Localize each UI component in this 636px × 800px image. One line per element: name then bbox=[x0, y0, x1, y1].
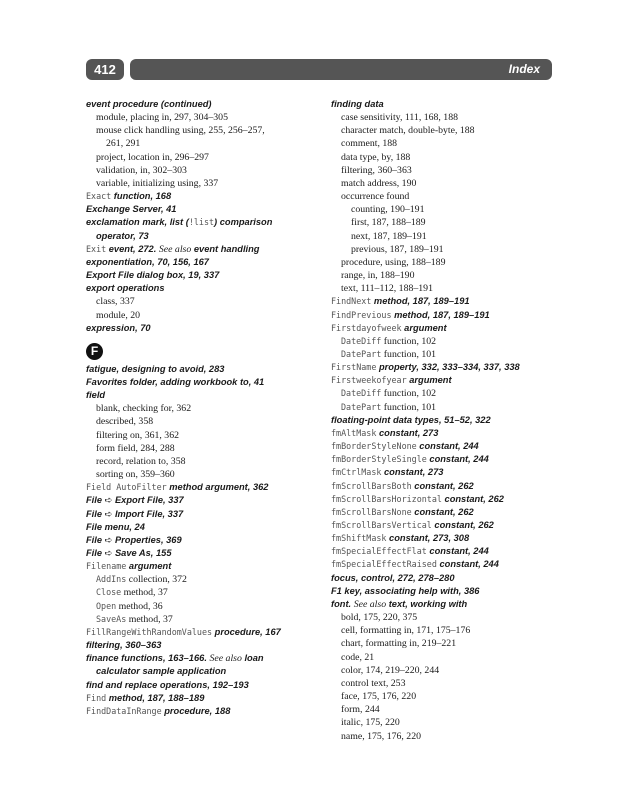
entry-text: described, 358 bbox=[96, 416, 154, 428]
entry-text: DatePart bbox=[341, 401, 382, 412]
entry-text: File ➪ Export File, 337 bbox=[86, 495, 184, 506]
entry-text: fmSpecialEffectRaised bbox=[331, 559, 437, 570]
entry-text: find and replace operations, 192–193 bbox=[86, 679, 249, 690]
index-entry bbox=[86, 573, 308, 586]
entry-text: data type, by, 188 bbox=[341, 151, 411, 163]
index-entry bbox=[86, 468, 308, 481]
index-column-left bbox=[86, 98, 308, 718]
entry-text: Firstdayofweek bbox=[331, 322, 402, 333]
index-entry bbox=[331, 151, 553, 164]
index-column-right bbox=[331, 98, 553, 743]
entry-text: first, 187, 188–189 bbox=[351, 217, 426, 229]
index-entry bbox=[331, 98, 553, 111]
entry-text: next, 187, 189–191 bbox=[351, 230, 427, 242]
entry-text: See also bbox=[209, 653, 242, 665]
entry-text: constant, 244 bbox=[436, 559, 499, 570]
entry-text: method, 37 bbox=[126, 613, 173, 625]
index-entry bbox=[331, 348, 553, 361]
index-entry bbox=[331, 532, 553, 545]
index-entry bbox=[331, 572, 553, 585]
entry-text: 261, 291 bbox=[106, 138, 141, 150]
index-entry bbox=[331, 611, 553, 624]
entry-text: fmShiftMask bbox=[331, 533, 387, 544]
entry-text: See also bbox=[353, 598, 387, 610]
entry-text: constant, 244 bbox=[426, 454, 489, 465]
entry-text: filtering on, 361, 362 bbox=[96, 429, 179, 441]
entry-text: validation, in, 302–303 bbox=[96, 164, 187, 176]
index-entry bbox=[86, 534, 308, 547]
index-entry bbox=[331, 374, 553, 387]
index-entry bbox=[86, 295, 308, 308]
index-entry bbox=[86, 164, 308, 177]
entry-text: occurrence found bbox=[341, 191, 410, 203]
index-entry bbox=[331, 466, 553, 479]
index-entry bbox=[331, 637, 553, 650]
entry-text: name, 175, 176, 220 bbox=[341, 730, 421, 742]
index-entry bbox=[86, 626, 308, 639]
entry-text: exponentiation, 70, 156, 167 bbox=[86, 256, 209, 267]
entry-text: fmScrollBarsHorizontal bbox=[331, 493, 442, 504]
entry-text: function, 101 bbox=[381, 401, 437, 413]
index-entry bbox=[331, 335, 553, 348]
entry-text: italic, 175, 220 bbox=[341, 717, 400, 729]
entry-text: function, 101 bbox=[381, 348, 437, 360]
entry-text: function, 168 bbox=[111, 191, 172, 202]
entry-text: Exact bbox=[86, 191, 112, 202]
entry-text: constant, 262 bbox=[411, 506, 474, 517]
index-entry bbox=[86, 652, 308, 665]
entry-text: fatigue, designing to avoid, 283 bbox=[86, 363, 225, 374]
entry-text: fmCtrlMask bbox=[331, 467, 382, 478]
index-entry bbox=[86, 547, 308, 560]
entry-text: argument bbox=[126, 561, 172, 572]
index-entry bbox=[331, 598, 553, 611]
index-entry bbox=[86, 705, 308, 718]
entry-text: Filename bbox=[86, 561, 127, 572]
letter-heading-badge: F bbox=[86, 343, 103, 360]
index-entry bbox=[331, 664, 553, 677]
index-entry bbox=[86, 376, 308, 389]
index-entry bbox=[331, 506, 553, 519]
entry-text: fmScrollBarsNone bbox=[331, 506, 412, 517]
index-entry bbox=[331, 414, 553, 427]
index-entry bbox=[331, 164, 553, 177]
entry-text: export operations bbox=[86, 283, 165, 294]
index-entry bbox=[331, 519, 553, 532]
index-entry bbox=[331, 216, 553, 229]
letter-heading bbox=[86, 343, 308, 360]
entry-text: expression, 70 bbox=[86, 322, 151, 333]
entry-text: counting, 190–191 bbox=[351, 204, 425, 216]
index-entry bbox=[331, 677, 553, 690]
index-entry bbox=[86, 586, 308, 599]
entry-text: previous, 187, 189–191 bbox=[351, 243, 444, 255]
entry-text: control text, 253 bbox=[341, 677, 406, 689]
index-entry bbox=[86, 665, 308, 678]
index-entry bbox=[331, 203, 553, 216]
entry-text: FillRangeWithRandomValues bbox=[86, 626, 213, 637]
index-entry bbox=[331, 137, 553, 150]
index-entry bbox=[331, 295, 553, 308]
index-entry bbox=[86, 389, 308, 402]
entry-text: method argument, 362 bbox=[166, 482, 269, 493]
entry-text: cell, formatting in, 171, 175–176 bbox=[341, 625, 471, 637]
index-entry bbox=[331, 716, 553, 729]
entry-text: finding data bbox=[331, 99, 384, 109]
index-entry bbox=[331, 651, 553, 664]
entry-text: loan bbox=[241, 653, 264, 664]
index-entry bbox=[331, 558, 553, 571]
entry-text: constant, 262 bbox=[411, 480, 474, 491]
entry-text: focus, control, 272, 278–280 bbox=[331, 572, 455, 583]
index-entry bbox=[331, 190, 553, 203]
index-entry bbox=[331, 440, 553, 453]
entry-text: F1 key, associating help with, 386 bbox=[331, 585, 480, 596]
entry-text: Exit bbox=[86, 243, 107, 254]
entry-text: character match, double-byte, 188 bbox=[341, 125, 475, 137]
index-entry bbox=[86, 322, 308, 335]
entry-text: field bbox=[86, 390, 106, 401]
entry-text: SaveAs bbox=[96, 613, 127, 624]
entry-text: File ➪ Save As, 155 bbox=[86, 548, 172, 558]
index-entry bbox=[86, 455, 308, 468]
entry-text: fmAltMask bbox=[331, 427, 377, 438]
index-entry bbox=[331, 243, 553, 256]
index-entry bbox=[86, 639, 308, 652]
entry-text: constant, 262 bbox=[431, 520, 494, 530]
entry-text: !list bbox=[188, 217, 215, 228]
index-entry bbox=[331, 624, 553, 637]
index-entry bbox=[86, 402, 308, 415]
entry-text: record, relation to, 358 bbox=[96, 455, 186, 467]
entry-text: comment, 188 bbox=[341, 138, 398, 150]
entry-text: FindPrevious bbox=[331, 309, 392, 320]
entry-text: AddIns bbox=[96, 574, 127, 585]
entry-text: FindDataInRange bbox=[86, 705, 162, 716]
entry-text: exclamation mark, list ( bbox=[86, 217, 189, 228]
entry-text: constant, 244 bbox=[426, 546, 489, 557]
entry-text: fmBorderStyleSingle bbox=[331, 454, 427, 465]
entry-text: font. bbox=[331, 598, 354, 609]
index-entry bbox=[86, 481, 308, 494]
index-entry bbox=[331, 230, 553, 243]
entry-text: procedure, 167 bbox=[212, 626, 281, 637]
index-entry bbox=[331, 493, 553, 506]
index-entry bbox=[86, 111, 308, 124]
index-entry bbox=[331, 111, 553, 124]
entry-text: filtering, 360–363 bbox=[341, 164, 412, 176]
entry-text: finance functions, 163–166. bbox=[86, 653, 210, 664]
entry-text: mouse click handling using, 255, 256–257, bbox=[96, 125, 265, 137]
entry-text: class, 337 bbox=[96, 296, 135, 308]
index-entry bbox=[86, 521, 308, 534]
index-entry bbox=[331, 480, 553, 493]
entry-text: method, 187, 188–189 bbox=[106, 692, 205, 703]
entry-text: text, working with bbox=[386, 598, 468, 609]
entry-text: blank, checking for, 362 bbox=[96, 403, 192, 415]
section-title: Index bbox=[130, 59, 552, 80]
entry-text: Exchange Server, 41 bbox=[86, 204, 177, 215]
entry-text: Firstweekofyear bbox=[331, 375, 407, 386]
entry-text: fmSpecialEffectFlat bbox=[331, 546, 427, 557]
entry-text: File ➪ Properties, 369 bbox=[86, 534, 182, 545]
entry-text: DatePart bbox=[341, 348, 382, 359]
index-entry bbox=[331, 269, 553, 282]
index-entry bbox=[331, 282, 553, 295]
entry-text: argument bbox=[401, 322, 447, 333]
index-entry bbox=[86, 256, 308, 269]
index-entry bbox=[331, 690, 553, 703]
index-entry bbox=[331, 322, 553, 335]
entry-text: constant, 273, 308 bbox=[386, 533, 470, 544]
entry-text: property, 332, 333–334, 337, 338 bbox=[376, 362, 520, 373]
entry-text: argument bbox=[406, 375, 452, 386]
index-entry bbox=[86, 203, 308, 216]
index-entry bbox=[86, 508, 308, 521]
entry-text: variable, initializing using, 337 bbox=[96, 177, 219, 189]
index-entry bbox=[331, 730, 553, 743]
entry-text: color, 174, 219–220, 244 bbox=[341, 664, 440, 676]
entry-text: constant, 244 bbox=[416, 441, 479, 452]
entry-text: function, 102 bbox=[381, 335, 437, 347]
entry-text: constant, 273 bbox=[376, 427, 439, 438]
index-entry bbox=[331, 309, 553, 322]
entry-text: filtering, 360–363 bbox=[86, 640, 162, 651]
entry-text: FirstName bbox=[331, 362, 377, 373]
entry-text: File ➪ Import File, 337 bbox=[86, 508, 184, 519]
index-entry bbox=[86, 442, 308, 455]
index-entry bbox=[86, 560, 308, 573]
index-entry bbox=[331, 256, 553, 269]
index-entry bbox=[331, 361, 553, 374]
entry-text: module, 20 bbox=[96, 309, 141, 321]
entry-text: sorting on, 359–360 bbox=[96, 469, 175, 481]
entry-text: Favorites folder, adding workbook to, 41 bbox=[86, 376, 265, 387]
entry-text: bold, 175, 220, 375 bbox=[341, 612, 418, 624]
entry-text: case sensitivity, 111, 168, 188 bbox=[341, 112, 459, 124]
index-entry bbox=[331, 124, 553, 137]
index-entry bbox=[86, 282, 308, 295]
entry-text: fmBorderStyleNone bbox=[331, 441, 417, 452]
entry-text: constant, 262 bbox=[441, 493, 504, 504]
entry-text: constant, 273 bbox=[381, 467, 444, 478]
index-entry bbox=[86, 190, 308, 203]
entry-text: fmScrollBarsBoth bbox=[331, 480, 412, 491]
index-entry bbox=[331, 545, 553, 558]
entry-text: DateDiff bbox=[341, 335, 382, 346]
entry-text: event handling bbox=[191, 243, 260, 254]
index-entry bbox=[86, 137, 308, 150]
entry-text: Find bbox=[86, 692, 107, 703]
entry-text: form field, 284, 288 bbox=[96, 442, 175, 454]
index-entry bbox=[86, 230, 308, 243]
entry-text: method, 187, 189–191 bbox=[391, 309, 490, 320]
index-entry bbox=[86, 679, 308, 692]
entry-text: See also bbox=[158, 243, 192, 255]
index-entry bbox=[86, 613, 308, 626]
entry-text: Export File dialog box, 19, 337 bbox=[86, 270, 220, 281]
entry-text: function, 102 bbox=[381, 388, 437, 400]
entry-text: code, 21 bbox=[341, 651, 375, 663]
entry-text: text, 111–112, 188–191 bbox=[341, 283, 433, 295]
entry-text: operator, 73 bbox=[96, 230, 149, 241]
entry-text: procedure, using, 188–189 bbox=[341, 256, 446, 268]
entry-text: fmScrollBarsVertical bbox=[331, 520, 432, 530]
index-entry bbox=[86, 494, 308, 507]
entry-text: method, 37 bbox=[121, 587, 168, 599]
index-entry bbox=[331, 703, 553, 716]
index-entry bbox=[331, 177, 553, 190]
index-entry bbox=[86, 600, 308, 613]
entry-text: Field AutoFilter bbox=[86, 482, 167, 493]
entry-text: floating-point data types, 51–52, 322 bbox=[331, 414, 491, 425]
running-header bbox=[86, 59, 552, 80]
index-entry bbox=[86, 415, 308, 428]
page-number: 412 bbox=[86, 59, 124, 80]
entry-text: method, 36 bbox=[116, 600, 163, 612]
index-entry bbox=[86, 429, 308, 442]
entry-text: Open bbox=[96, 600, 117, 611]
entry-text: project, location in, 296–297 bbox=[96, 151, 209, 163]
entry-text: File menu, 24 bbox=[86, 521, 145, 532]
index-entry bbox=[86, 363, 308, 376]
index-entry bbox=[86, 124, 308, 137]
entry-text: FindNext bbox=[331, 296, 372, 307]
entry-text: event, 272. bbox=[106, 243, 159, 254]
entry-text: Close bbox=[96, 587, 122, 598]
entry-text: method, 187, 189–191 bbox=[371, 296, 470, 307]
index-entry bbox=[86, 177, 308, 190]
index-entry bbox=[331, 453, 553, 466]
entry-text: form, 244 bbox=[341, 704, 380, 716]
entry-text: module, placing in, 297, 304–305 bbox=[96, 112, 228, 124]
index-entry bbox=[331, 401, 553, 414]
entry-text: match address, 190 bbox=[341, 177, 417, 189]
index-entry bbox=[86, 692, 308, 705]
entry-text: DateDiff bbox=[341, 388, 382, 399]
index-entry bbox=[86, 309, 308, 322]
entry-text: face, 175, 176, 220 bbox=[341, 691, 417, 703]
index-entry bbox=[331, 427, 553, 440]
index-entry bbox=[86, 151, 308, 164]
index-entry bbox=[86, 216, 308, 229]
entry-text: collection, 372 bbox=[126, 574, 187, 586]
entry-text: event procedure (continued) bbox=[86, 99, 212, 109]
index-entry bbox=[331, 585, 553, 598]
index-entry bbox=[331, 387, 553, 400]
index-entry bbox=[86, 269, 308, 282]
index-entry bbox=[86, 243, 308, 256]
entry-text: ) comparison bbox=[214, 217, 273, 228]
entry-text: range, in, 188–190 bbox=[341, 270, 415, 282]
index-entry bbox=[86, 98, 308, 111]
entry-text: procedure, 188 bbox=[161, 705, 231, 716]
entry-text: chart, formatting in, 219–221 bbox=[341, 638, 457, 650]
entry-text: calculator sample application bbox=[96, 666, 227, 677]
